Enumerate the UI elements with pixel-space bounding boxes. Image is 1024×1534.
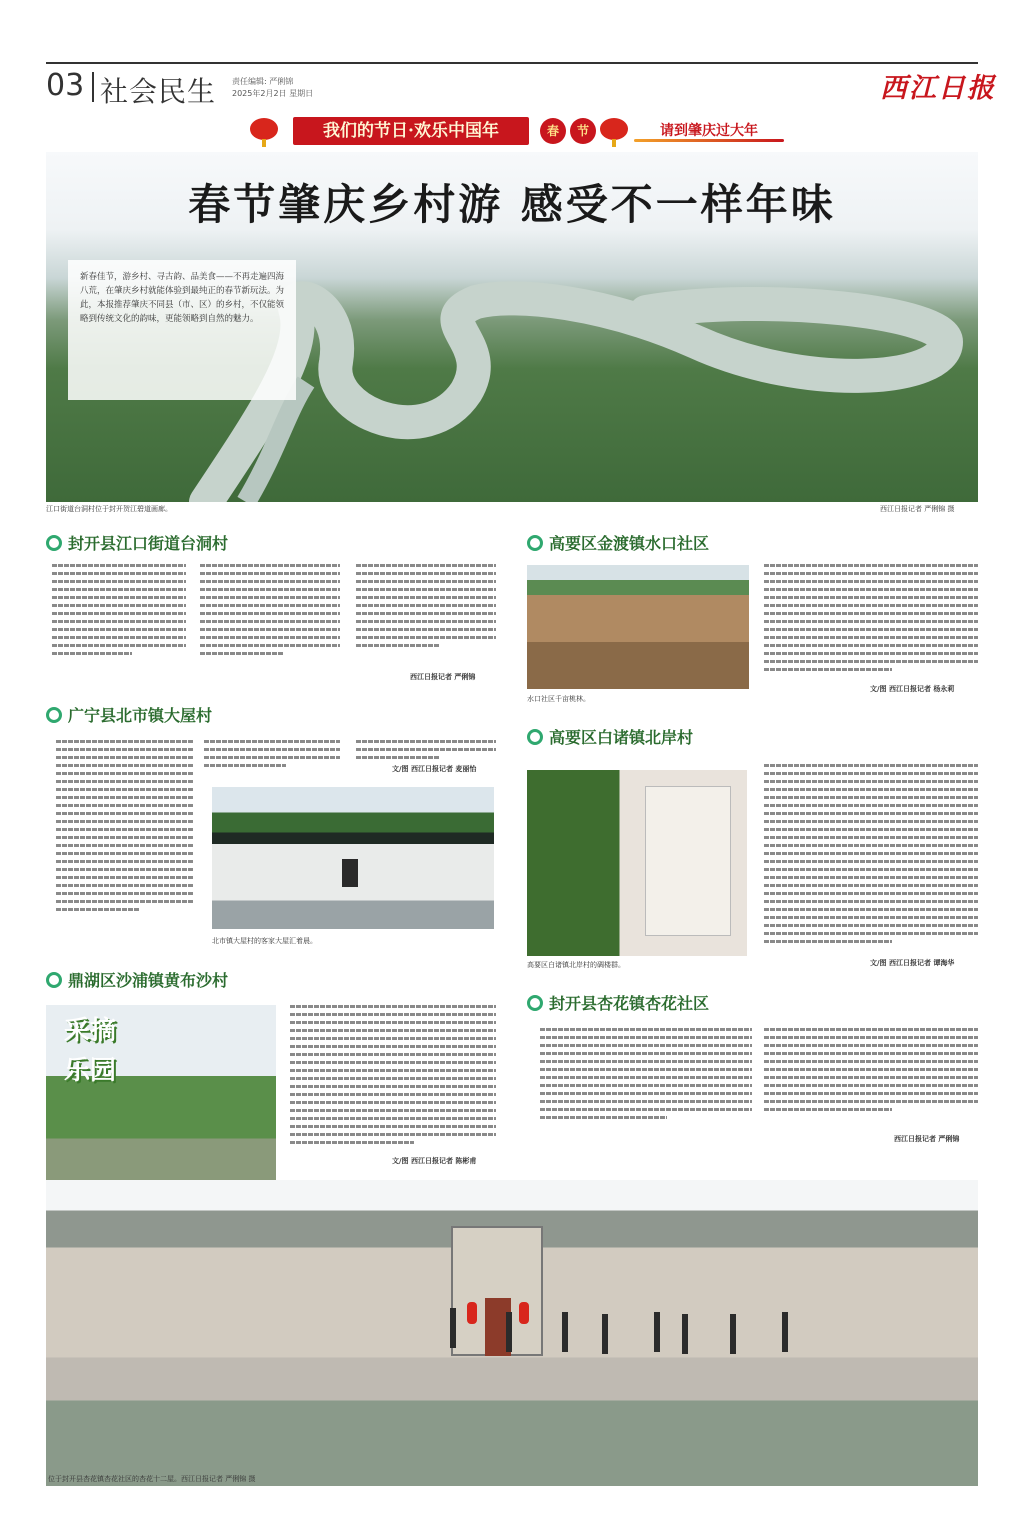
banner-char-spring: 春 [540,118,566,144]
photo-beian-watchtower [527,770,747,956]
article-beian [764,764,978,948]
section-head-shuikou: 高要区金渡镇水口社区 [527,533,709,555]
newspaper-logo: 西江日报 [880,73,996,104]
caption-bottom: 位于封开县杏花镇杏花社区的杏花十二屋。西江日报记者 严俐锦 摄 [48,1475,256,1483]
article-taidong-col2 [200,564,340,660]
issue-date: 2025年2月2日 星期日 [232,89,314,98]
hero-caption: 江口街道台洞村位于封开贺江碧道画廊。 [46,505,172,513]
article-huangbusha [290,1005,496,1149]
byline-xinghua: 西江日报记者 严俐锦 [894,1135,960,1143]
caption-dawu: 北市镇大屋村的客家大屋汇着晨。 [212,937,317,945]
banner-slogan: 请到肇庆过大年 [634,118,784,144]
top-rule [46,62,978,64]
circle-bullet-icon [46,972,62,988]
byline-dawu: 文/图 西江日报记者 麦丽怡 [392,765,477,773]
circle-bullet-icon [527,729,543,745]
photo-xinghua-village [46,1180,978,1486]
intro-box [68,260,296,400]
page-divider [92,72,94,102]
editor-name: 责任编辑: 严俐锦 [232,77,294,86]
walking-figures [46,1180,978,1486]
intro-text: 新春佳节，游乡村、寻古韵、品美食——不再走遍四海八荒，在肇庆乡村就能体验到最纯正的春节新玩法。为此，本报推荐肇庆不同县（市、区）的乡村，不仅能领略到传统文化的韵味，更能领略到自然的魅力。 [80,272,285,324]
circle-bullet-icon [527,535,543,551]
caption-shuikou: 水口社区千亩桃林。 [527,695,590,703]
article-dawu-col2 [204,740,340,772]
article-xinghua-col1 [540,1028,752,1124]
hero-aerial-photo [46,152,978,502]
page-number: 03 [46,68,85,103]
byline-beian: 文/图 西江日报记者 谭海华 [870,959,955,967]
byline-shuikou: 文/图 西江日报记者 杨永莉 [870,685,955,693]
byline-huangbusha: 文/图 西江日报记者 陈彬甫 [392,1157,477,1165]
lantern-icon [250,118,278,140]
article-shuikou [764,564,978,676]
section-head-huangbusha: 鼎湖区沙浦镇黄布沙村 [46,970,228,992]
article-taidong-col3 [356,564,496,652]
circle-bullet-icon [46,707,62,723]
photo-huangbusha-garden [46,1005,276,1183]
headline: 春节肇庆乡村游 感受不一样年味 [188,180,836,229]
article-taidong-col1 [52,564,186,660]
article-dawu-col1 [56,740,194,916]
section-head-beian: 高要区白诸镇北岸村 [527,727,693,749]
garden-sign: 采摘乐园 [64,1016,117,1086]
section-title: 社会民生 [100,75,217,108]
lantern-icon [600,118,628,140]
editor-info [232,76,313,100]
article-xinghua-col2 [764,1028,978,1116]
watchtower [645,786,731,936]
section-head-xinghua: 封开县杏花镇杏花社区 [527,993,709,1015]
section-head-taidong: 封开县江口街道台洞村 [46,533,228,555]
hero-credit: 西江日报记者 严俐锦 摄 [880,505,955,513]
festival-banner: 我们的节日·欢乐中国年 [293,117,529,145]
circle-bullet-icon [46,535,62,551]
banner-char-festival: 节 [570,118,596,144]
circle-bullet-icon [527,995,543,1011]
section-head-dawu: 广宁县北市镇大屋村 [46,705,212,727]
photo-dawu-house [212,787,494,929]
caption-beian: 高要区白诸镇北岸村的碉楼群。 [527,961,625,969]
article-dawu-col3 [356,740,496,764]
house-door [342,859,358,887]
byline-taidong: 西江日报记者 严俐锦 [410,673,476,681]
photo-shuikou-peach [527,565,749,689]
